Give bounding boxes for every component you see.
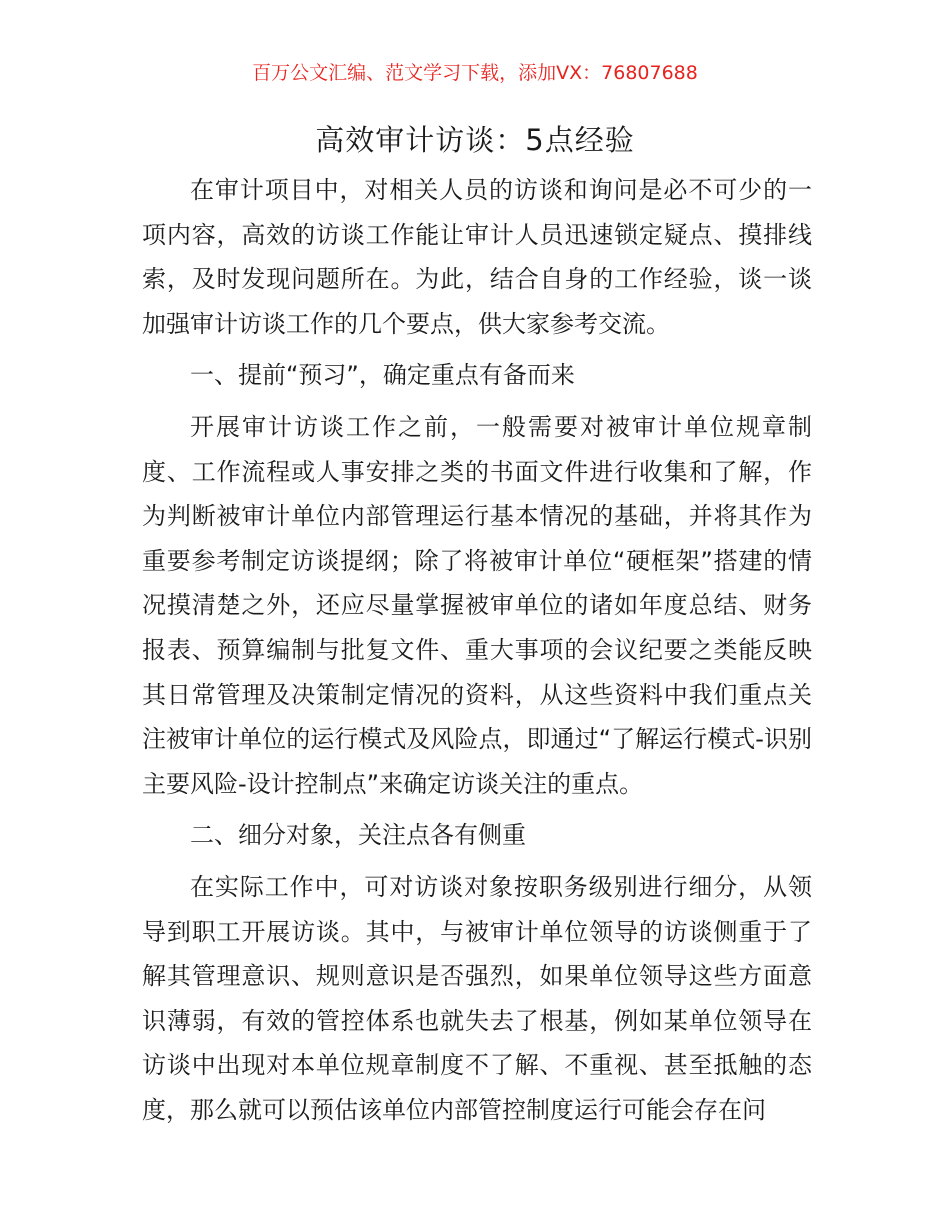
header-banner: 百万公文汇编、范文学习下载，添加VX：76807688 [252, 62, 698, 84]
paragraph-gap [142, 398, 812, 405]
section-1-heading: 一、提前“预习”，确定重点有备而来 [190, 361, 575, 390]
document-body [142, 168, 812, 1132]
intro-paragraph: 在审计项目中，对相关人员的访谈和询问是必不可少的一项内容，高效的访谈工作能让审计人员迅速锁定疑点、摸排线索，及时发现问题所在。为此，结合自身的工作经验，谈一谈加强审计访谈工作的几个要点，供大家参考交流。 [142, 176, 812, 338]
section-2-heading: 二、细分对象，关注点各有侧重 [190, 821, 526, 850]
paragraph-gap [142, 346, 812, 353]
section-2-paragraph: 在实际工作中，可对访谈对象按职务级别进行细分，从领导到职工开展访谈。其中，与被审计单位领导的访谈侧重于了解其管理意识、规则意识是否强烈，如果单位领导这些方面意识薄弱，有效的管控体系也就失去了根基，例如某单位领导在访谈中出现对本单位规章制度不了解、不重视、甚至抵触的态度，那么就可以预估该单位内部管控制度运行可能会存在问 [142, 872, 812, 1124]
paragraph-gap [142, 806, 812, 813]
paragraph-gap [142, 858, 812, 865]
section-1-paragraph: 开展审计访谈工作之前，一般需要对被审计单位规章制度、工作流程或人事安排之类的书面文件进行收集和了解，作为判断被审计单位内部管理运行基本情况的基础，并将其作为重要参考制定访谈提纲；除了将被审计单位“硬框架”搭建的情况摸清楚之外，还应尽量掌握被审单位的诸如年度总结、财务报表、预算编制与批复文件、重大事项的会议纪要之类能反映其日常管理及决策制定情况的资料，从这些资料中我们重点关注被审计单位的运行模式及风险点，即通过“了解运行模式-识别主要风险-设计控制点”来确定访谈关注的重点。 [142, 412, 812, 798]
document-title: 高效审计访谈：5点经验 [315, 123, 635, 157]
